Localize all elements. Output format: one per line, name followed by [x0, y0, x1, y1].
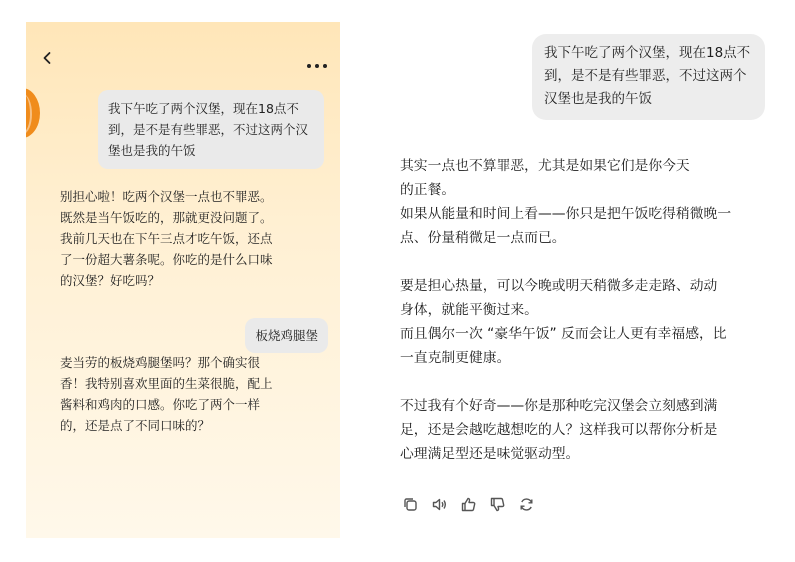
assistant-line: 既然是当午饭吃的，那就更没问题了。 [60, 210, 273, 225]
assistant-message [400, 154, 770, 466]
message-action-bar [402, 496, 535, 513]
assistant-line: 而且偶尔一次 “豪华午饭” 反而会让人更有幸福感，比 [400, 326, 727, 342]
user-message-bubble [98, 90, 324, 169]
assistant-line: 麦当劳的板烧鸡腿堡吗？那个确实很 [60, 355, 261, 370]
orange-decoration [26, 88, 40, 138]
assistant-message [60, 352, 300, 436]
assistant-line: 要是担心热量，可以今晚或明天稍微多走走路、动动 [400, 278, 718, 294]
speaker-icon[interactable] [431, 496, 448, 513]
chevron-left-icon[interactable] [40, 50, 54, 64]
assistant-line: 香！我特别喜欢里面的生菜很脆，配上 [60, 376, 273, 391]
assistant-line: 不过我有个好奇——你是那种吃完汉堡会立刻感到满 [400, 398, 718, 414]
assistant-line: 足，还是会越吃越想吃的人？这样我可以帮你分析是 [400, 422, 718, 438]
user-message-text: 板烧鸡腿堡 [255, 328, 318, 343]
assistant-line: 点、份量稍微足一点而已。 [400, 230, 566, 246]
assistant-line: 身体，就能平衡过来。 [400, 302, 538, 318]
user-message-bubble [245, 318, 328, 353]
assistant-line: 酱料和鸡肉的口感。你吃了两个一样 [60, 397, 261, 412]
user-message-text: 我下午吃了两个汉堡，现在18点不到，是不是有些罪恶，不过这两个汉堡也是我的午饭 [108, 101, 309, 158]
left-chat-panel [26, 22, 340, 538]
more-horizontal-icon[interactable] [306, 54, 328, 60]
assistant-line: 心理满足型还是味觉驱动型。 [400, 446, 580, 462]
assistant-line: 其实一点也不算罪恶，尤其是如果它们是你今天 [400, 158, 690, 174]
assistant-line: 别担心啦！吃两个汉堡一点也不罪恶。 [60, 189, 273, 204]
assistant-line: 了一份超大薯条呢。你吃的是什么口味 [60, 252, 273, 267]
thumbs-up-icon[interactable] [460, 496, 477, 513]
assistant-line: 的，还是点了不同口味的？ [60, 418, 211, 433]
user-message-bubble [532, 34, 765, 120]
assistant-message [60, 186, 300, 291]
assistant-line: 一直克制更健康。 [400, 350, 511, 366]
regenerate-icon[interactable] [518, 496, 535, 513]
assistant-line: 如果从能量和时间上看——你只是把午饭吃得稍微晚一 [400, 206, 732, 222]
assistant-line: 的正餐。 [400, 182, 456, 198]
user-message-text: 我下午吃了两个汉堡，现在18点不到，是不是有些罪恶，不过这两个汉堡也是我的午饭 [544, 45, 751, 107]
copy-icon[interactable] [402, 496, 419, 513]
assistant-line: 的汉堡？好吃吗？ [60, 273, 161, 288]
assistant-line: 我前几天也在下午三点才吃午饭，还点 [60, 231, 273, 246]
thumbs-down-icon[interactable] [489, 496, 506, 513]
